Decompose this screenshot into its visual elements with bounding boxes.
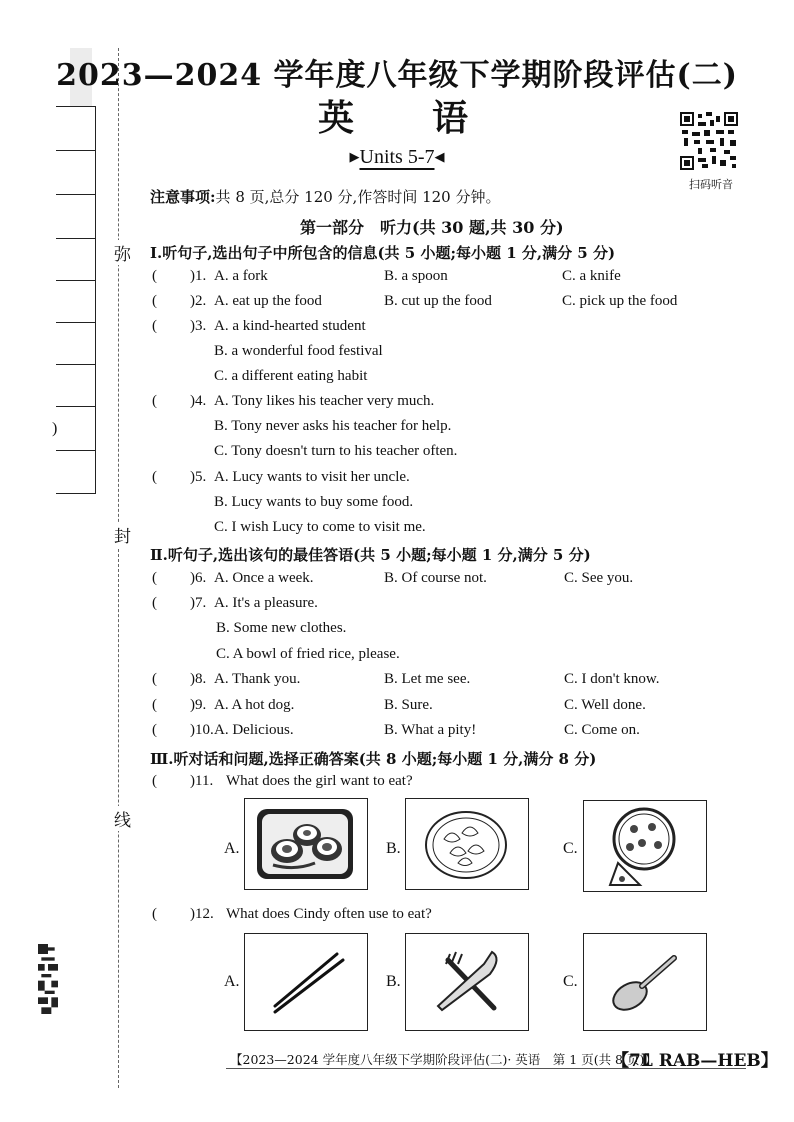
side-qr-code-icon	[38, 944, 58, 1014]
option-c: C. pick up the food	[562, 293, 678, 309]
question-number: )1.	[190, 268, 207, 284]
notice	[150, 186, 501, 207]
picture-label-c: C.	[563, 973, 578, 990]
answer-paren[interactable]: (	[152, 268, 157, 284]
option-a: A. a fork	[214, 268, 268, 284]
info-divider	[56, 406, 96, 407]
question-text: What does the girl want to eat?	[226, 773, 413, 789]
question-number: )7.	[190, 595, 207, 611]
pizza-picture[interactable]	[583, 800, 707, 892]
option-b: B. Tony never asks his teacher for help.	[214, 418, 452, 434]
spoon-picture[interactable]	[583, 933, 707, 1031]
answer-paren[interactable]: (	[152, 570, 157, 586]
info-divider	[56, 238, 96, 239]
question-number: )6.	[190, 570, 207, 586]
option-c: C. a knife	[562, 268, 621, 284]
question-number: )12.	[190, 906, 214, 922]
sushi-picture[interactable]	[244, 798, 368, 890]
dumplings-picture[interactable]	[405, 798, 529, 890]
option-a: A. It's a pleasure.	[214, 595, 318, 611]
paper-code: 【7L RAB—HEB】	[612, 1051, 778, 1071]
seal-char-mi: 弥	[114, 240, 131, 265]
option-a: A. Tony likes his teacher very much.	[214, 393, 435, 409]
section-2-title: Ⅱ.听句子,选出该句的最佳答语(共 5 小题;每小题 1 分,满分 5 分)	[150, 546, 591, 564]
option-b: B. Sure.	[384, 697, 433, 713]
answer-paren[interactable]: (	[152, 293, 157, 309]
chopsticks-picture[interactable]	[244, 933, 368, 1031]
seal-line	[118, 48, 119, 1088]
section-1-title: Ⅰ.听句子,选出句子中所包含的信息(共 5 小题;每小题 1 分,满分 5 分)	[150, 244, 616, 262]
info-divider	[56, 450, 96, 451]
question-number: )3.	[190, 318, 207, 334]
subject-title: 英语	[317, 97, 546, 139]
exam-title: 2023—2024 学年度八年级下学期阶段评估(二)	[56, 58, 738, 93]
info-divider	[56, 280, 96, 281]
option-c: C. Well done.	[564, 697, 646, 713]
page-footer: 【2023—2024 学年度八年级下学期阶段评估(二)· 英语 第 1 页(共 8 页)】	[230, 1052, 657, 1067]
info-divider	[56, 194, 96, 195]
option-a: A. A hot dog.	[214, 697, 295, 713]
option-b: B. What a pity!	[384, 722, 477, 738]
question-number: )8.	[190, 671, 207, 687]
option-a: A. Lucy wants to visit her uncle.	[214, 469, 410, 485]
units-text: Units 5-7	[359, 146, 435, 168]
answer-paren[interactable]: (	[152, 906, 157, 922]
question-text: What does Cindy often use to eat?	[226, 906, 432, 922]
option-a: A. Thank you.	[214, 671, 301, 687]
picture-label-a: A.	[224, 840, 240, 857]
option-b: B. a spoon	[384, 268, 448, 284]
option-b: B. Let me see.	[384, 671, 471, 687]
units-range	[0, 146, 794, 169]
notice-text: 共 8 页,总分 120 分,作答时间 120 分钟。	[215, 188, 501, 206]
option-c: C. Come on.	[564, 722, 640, 738]
picture-label-c: C.	[563, 840, 578, 857]
picture-label-b: B.	[386, 973, 401, 990]
question-number: )9.	[190, 697, 207, 713]
sushi-icon	[245, 799, 366, 888]
option-b: B. cut up the food	[384, 293, 492, 309]
picture-label-b: B.	[386, 840, 401, 857]
dumplings-icon	[406, 799, 527, 888]
triangle-left-icon: ◀	[434, 149, 445, 164]
answer-paren[interactable]: (	[152, 722, 157, 738]
question-number: )2.	[190, 293, 207, 309]
section-3-title: Ⅲ.听对话和问题,选择正确答案(共 8 小题;每小题 1 分,满分 8 分)	[150, 750, 597, 768]
option-c: C. I don't know.	[564, 671, 660, 687]
chopsticks-icon	[245, 934, 366, 1029]
option-c: C. a different eating habit	[214, 368, 368, 384]
qr-code-icon[interactable]	[680, 108, 738, 174]
picture-label-a: A.	[224, 973, 240, 990]
option-b: B. Of course not.	[384, 570, 487, 586]
qr-label: 扫码听音	[689, 178, 733, 191]
fork-and-knife-picture[interactable]	[405, 933, 529, 1031]
option-c: C. A bowl of fried rice, please.	[216, 646, 400, 662]
part-one-title: 第一部分 听力(共 30 题,共 30 分)	[300, 218, 564, 237]
answer-paren[interactable]: (	[152, 773, 157, 789]
option-c: C. I wish Lucy to come to visit me.	[214, 519, 426, 535]
info-divider	[56, 322, 96, 323]
option-a: A. Delicious.	[214, 722, 294, 738]
footer-rule	[226, 1068, 746, 1069]
seal-char-feng: 封	[114, 522, 131, 547]
question-number: )11.	[190, 773, 214, 789]
answer-paren[interactable]: (	[152, 697, 157, 713]
option-a: A. a kind-hearted student	[214, 318, 366, 334]
option-a: A. eat up the food	[214, 293, 322, 309]
spoon-icon	[584, 934, 705, 1029]
info-divider	[56, 364, 96, 365]
fork-knife-icon	[406, 934, 527, 1029]
triangle-right-icon: ▶	[349, 149, 360, 164]
option-c: C. See you.	[564, 570, 634, 586]
option-a: A. Once a week.	[214, 570, 314, 586]
answer-paren[interactable]: (	[152, 469, 157, 485]
answer-paren[interactable]: (	[152, 318, 157, 334]
option-b: B. a wonderful food festival	[214, 343, 383, 359]
binding-paren: )	[52, 420, 58, 437]
question-number: )10.	[190, 722, 214, 738]
question-number: )4.	[190, 393, 207, 409]
pizza-icon	[584, 801, 705, 890]
option-b: B. Lucy wants to buy some food.	[214, 494, 414, 510]
answer-paren[interactable]: (	[152, 671, 157, 687]
seal-char-xian: 线	[114, 806, 131, 831]
answer-paren[interactable]: (	[152, 393, 157, 409]
option-c: C. Tony doesn't turn to his teacher often.	[214, 443, 458, 459]
notice-label: 注意事项:	[150, 188, 216, 206]
question-number: )5.	[190, 469, 207, 485]
option-b: B. Some new clothes.	[216, 620, 347, 636]
answer-paren[interactable]: (	[152, 595, 157, 611]
